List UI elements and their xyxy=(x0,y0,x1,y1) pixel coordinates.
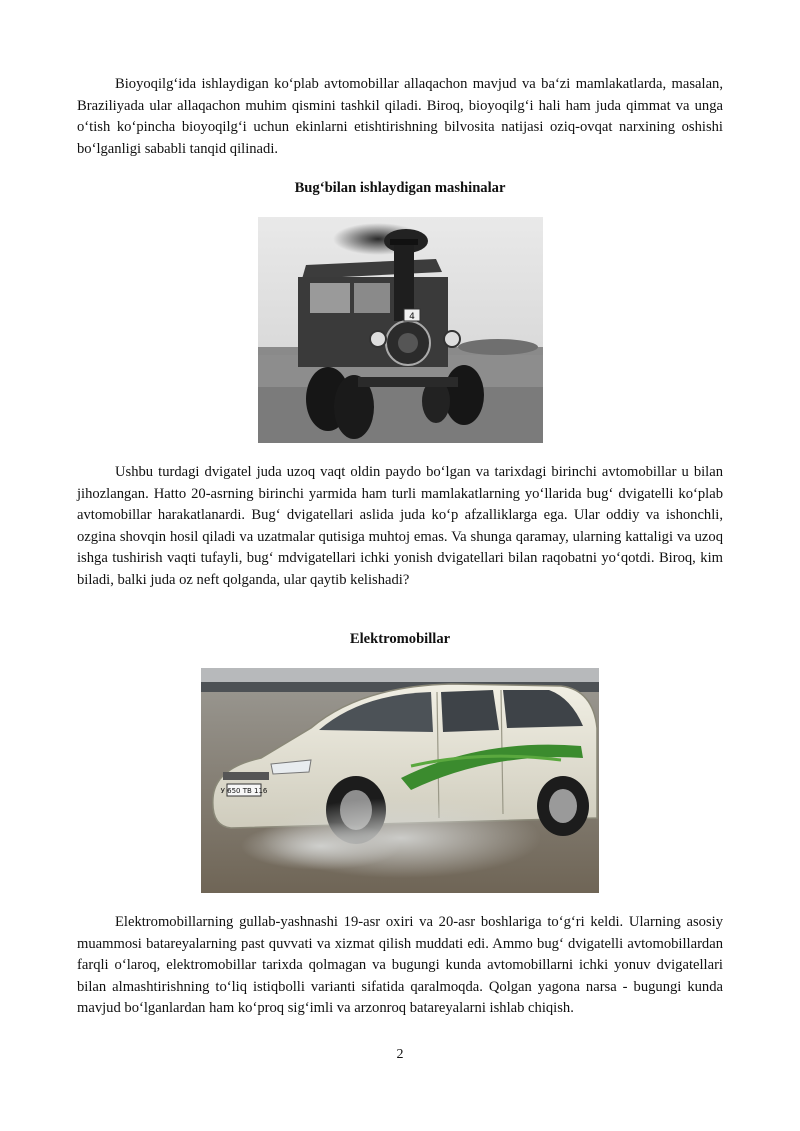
page-number: 2 xyxy=(396,1047,404,1062)
heading-steam-cars: Bug‘bilan ishlaydigan mashinalar xyxy=(294,180,506,196)
paragraph-steam-engines: Ushbu turdagi dvigatel juda uzoq vaqt oldin paydo bo‘lgan va tarixdagi birinchi avtomobillar u bilan jihozlangan. Hatto 20-asrning birinchi yarmida ham turli mamlakatlarning yo‘llarida bug‘ dvigatelli ko‘plab avtomobillar harakatlanardi. Bug‘ dvigatellari aslida juda ko‘p afzalliklarga ega. Ular oddiy va ishonchli, ozgina shovqin hosil qiladi va uzatmalar qutisiga muhtoj emas. Va shunga qaramay, ularning kattaligi va uzoq ishga tushirish vaqti tufayli, bug‘ mdvigatellari ichki yonish dvigatellari bilan raqobatni yo‘qotdi. Biroq, kim biladi, balki juda oz neft qolganda, ular qaytib kelishadi? xyxy=(77,464,723,588)
steam-car-photo xyxy=(258,217,543,443)
electric-car-illustration xyxy=(201,668,599,893)
paragraph-electric-cars: Elektromobillarning gullab-yashnashi 19-asr oxiri va 20-asr boshlariga to‘g‘ri keldi. Ularning asosiy muammosi batareyalarning past quvvati va xizmat qilish muddati edi. Ammo bug‘ dvigatelli avtomobillardan farqli o‘laroq, elektromobillar tarixda qolmagan va bugungi kunda avtomobillarni ichki yonuv dvigatellari bilan almashtirishning to‘liq istiqbolli varianti sifatida qaralmoqda. Qolgan yagona narsa - bugungi kunda mavjud bo‘lganlardan ham ko‘proq sig‘imli va arzonroq batareyalarni ishlab chiqish. xyxy=(77,914,723,1017)
paragraph-biofuel: Bioyoqilg‘ida ishlaydigan ko‘plab avtomobillar allaqachon mavjud va ba‘zi mamlakatlarda, masalan, Braziliyada ular allaqachon muhim qismini tashkil qiladi. Biroq, bioyoqilg‘i hali ham juda qimmat va unga o‘tish ko‘pincha bioyoqilg‘i uchun ekinlarni etishtirishning bilvosita natijasi oziq-ovqat narxining oshishi bo‘lganligi sababli tanqid qilinadi. xyxy=(77,76,723,157)
car-plate-text: У 650 ТВ 116 xyxy=(220,787,268,795)
electric-car-photo xyxy=(201,668,599,893)
heading-electric-cars: Elektromobillar xyxy=(349,631,451,647)
steam-car-illustration xyxy=(258,217,543,443)
steam-plate-text: 4 xyxy=(409,312,415,322)
